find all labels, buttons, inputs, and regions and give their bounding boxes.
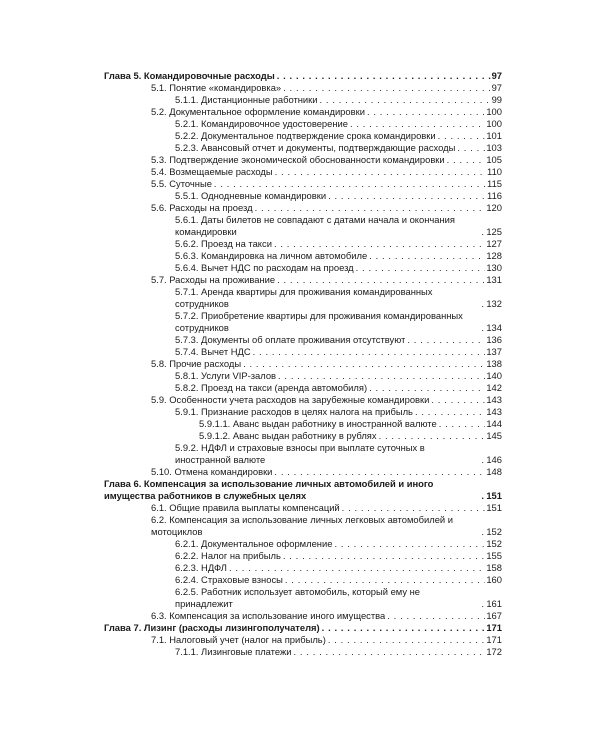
dot-leader	[365, 106, 485, 118]
dot-leader	[479, 226, 485, 238]
dot-leader	[348, 118, 485, 130]
toc-entry[interactable]	[104, 358, 502, 370]
dot-leader	[318, 94, 491, 106]
toc-entry-title: 6.2.5. Работник использует автомобиль, который ему не принадлежит	[175, 586, 421, 609]
toc-entry[interactable]	[104, 202, 502, 214]
dot-leader	[212, 178, 486, 190]
toc-entry[interactable]	[104, 130, 502, 142]
dot-leader	[275, 70, 491, 82]
toc-entry-title: 5.7. Расходы на проживание	[151, 274, 276, 285]
toc-entry-page: 146	[486, 454, 502, 465]
dot-leader	[413, 406, 485, 418]
toc-entry[interactable]	[104, 550, 502, 562]
dot-leader	[436, 130, 486, 142]
dot-leader	[272, 466, 485, 478]
toc-entry-page: 151	[486, 502, 502, 513]
toc-entry-page: 143	[486, 394, 502, 405]
toc-entry[interactable]	[104, 178, 502, 190]
dot-leader	[276, 370, 485, 382]
toc-entry-title: Глава 6. Компенсация за использование личных автомобилей и иного имущества работников в служебных целях	[104, 478, 434, 501]
toc-entry-page: 143	[486, 406, 502, 417]
toc-entry[interactable]	[104, 502, 502, 514]
toc-entry[interactable]	[104, 574, 502, 586]
toc-entry[interactable]	[104, 466, 502, 478]
toc-entry-title: 5.8.2. Проезд на такси (аренда автомобиля)	[175, 382, 368, 393]
dot-leader	[320, 622, 486, 634]
toc-entry-page: 137	[486, 346, 502, 357]
toc-entry-page: 151	[486, 490, 502, 501]
toc-entry-title: 5.6. Расходы на проезд	[151, 202, 253, 213]
dot-leader	[479, 322, 485, 334]
toc-entry-title: 5.9.1.1. Аванс выдан работнику в иностранной валюте	[199, 418, 437, 429]
toc-entry-page: 142	[486, 382, 502, 393]
toc-entry-page: 116	[487, 190, 502, 201]
toc-entry-title: 5.2.3. Авансовый отчет и документы, подтверждающие расходы	[175, 142, 456, 153]
toc-entry-page: 105	[486, 154, 502, 165]
toc-entry-title: 5.3. Подтверждение экономической обоснованности командировки	[151, 154, 445, 165]
toc-entry[interactable]	[104, 214, 502, 238]
toc-entry-title: 6.2.1. Документальное оформление	[175, 538, 333, 549]
toc-entry[interactable]	[104, 334, 502, 346]
toc-entry[interactable]	[104, 634, 502, 646]
toc-entry[interactable]	[104, 82, 502, 94]
dot-leader	[429, 394, 485, 406]
dot-leader	[385, 610, 485, 622]
toc-entry[interactable]	[104, 370, 502, 382]
toc-entry-title: 7.1.1. Лизинговые платежи	[175, 646, 292, 657]
toc-entry-page: 167	[486, 610, 502, 621]
dot-leader	[253, 202, 486, 214]
toc-entry[interactable]	[104, 610, 502, 622]
dot-leader	[340, 502, 486, 514]
toc-entry-title: 5.7.2. Приобретение квартиры для проживания командированных сотрудников	[175, 310, 463, 333]
toc-entry-title: 6.2.2. Налог на прибыль	[175, 550, 281, 561]
dot-leader	[455, 142, 485, 154]
toc-entry-title: 5.8. Прочие расходы	[151, 358, 242, 369]
toc-entry-title: 5.6.4. Вычет НДС по расходам на проезд	[175, 262, 354, 273]
toc-entry-title: Глава 7. Лизинг (расходы лизингополучателя)	[104, 622, 320, 633]
toc-entry-title: 5.8.1. Услуги VIP-залов	[175, 370, 277, 381]
toc-entry-page: 145	[486, 430, 502, 441]
toc-entry[interactable]	[104, 190, 502, 202]
toc-entry[interactable]	[104, 382, 502, 394]
toc-entry[interactable]	[104, 274, 502, 286]
dot-leader	[479, 490, 485, 502]
dot-leader	[479, 298, 485, 310]
dot-leader	[437, 418, 486, 430]
toc-entry-title: 7.1. Налоговый учет (налог на прибыль)	[151, 634, 326, 645]
toc-entry-title: 5.1. Понятие «командировка»	[151, 82, 282, 93]
toc-entry-page: 161	[486, 598, 502, 609]
dot-leader	[332, 538, 485, 550]
toc-entry[interactable]	[104, 250, 502, 262]
dot-leader	[377, 430, 486, 442]
toc-entry[interactable]	[104, 646, 502, 658]
toc-entry[interactable]	[104, 538, 502, 550]
toc-entry-page: 99	[491, 94, 502, 105]
toc-entry-page: 127	[486, 238, 502, 249]
toc-entry[interactable]	[104, 406, 502, 418]
toc-entry-page: 148	[486, 466, 502, 477]
toc-entry[interactable]	[104, 394, 502, 406]
toc-entry[interactable]	[104, 94, 502, 106]
toc-entry[interactable]	[104, 310, 502, 334]
toc-entry-title: 5.2. Документальное оформление командировки	[151, 106, 365, 117]
toc-entry[interactable]	[104, 562, 502, 574]
toc-entry-page: 136	[486, 334, 502, 345]
toc-entry[interactable]	[104, 238, 502, 250]
toc-entry-title: 5.2.1. Командировочное удостоверение	[175, 118, 348, 129]
toc-entry-title: 5.9.1.2. Аванс выдан работнику в рублях	[199, 430, 377, 441]
toc-entry[interactable]	[104, 118, 502, 130]
dot-leader	[281, 550, 485, 562]
dot-leader	[326, 634, 486, 646]
dot-leader	[326, 190, 486, 202]
toc-entry-page: 160	[486, 574, 502, 585]
dot-leader	[479, 526, 485, 538]
toc-entry-page: 128	[486, 250, 502, 261]
toc-entry[interactable]	[104, 418, 502, 430]
toc-entry-page: 101	[486, 130, 502, 141]
toc-entry[interactable]	[104, 430, 502, 442]
toc-entry-page: 144	[486, 418, 502, 429]
toc-entry-page: 125	[486, 226, 502, 237]
toc-entry[interactable]	[104, 286, 502, 310]
toc-entry-page: 131	[486, 274, 502, 285]
toc-entry-page: 103	[486, 142, 502, 153]
toc-entry-page: 155	[486, 550, 502, 561]
toc-entry[interactable]	[104, 514, 502, 538]
toc-entry-page: 172	[486, 646, 502, 657]
dot-leader	[445, 154, 486, 166]
toc-entry-page: 100	[486, 106, 502, 117]
dot-leader	[367, 250, 485, 262]
toc-entry-page: 152	[486, 538, 502, 549]
toc-entry-page: 171	[486, 622, 502, 633]
toc-entry-title: 5.6.2. Проезд на такси	[175, 238, 272, 249]
toc-entry-title: 5.5. Суточные	[151, 178, 212, 189]
toc-entry[interactable]	[104, 586, 502, 610]
toc-entry-title: 5.1.1. Дистанционные работники	[175, 94, 318, 105]
toc-entry-title: 5.6.3. Командировка на личном автомобиле	[175, 250, 368, 261]
dot-leader	[283, 574, 485, 586]
dot-leader	[272, 238, 485, 250]
toc-entry-title: 6.2. Компенсация за использование личных легковых автомобилей и мотоциклов	[151, 514, 453, 537]
dot-leader	[479, 454, 485, 466]
toc-entry-page: 171	[486, 634, 502, 645]
toc-entry[interactable]	[104, 106, 502, 118]
toc-entry-title: 5.9.1. Признание расходов в целях налога на прибыль	[175, 406, 413, 417]
toc-entry-title: 5.9. Особенности учета расходов на зарубежные командировки	[151, 394, 430, 405]
toc-entry-title: Глава 5. Командировочные расходы	[104, 70, 275, 81]
toc-entry-title: 5.5.1. Однодневные командировки	[175, 190, 327, 201]
dot-leader	[273, 166, 486, 178]
toc-entry-title: 5.4. Возмещаемые расходы	[151, 166, 273, 177]
toc-entry-page: 115	[487, 178, 502, 189]
dot-leader	[354, 262, 486, 274]
toc-entry-page: 120	[486, 202, 502, 213]
dot-leader	[281, 82, 490, 94]
toc-entry[interactable]	[104, 142, 502, 154]
toc-entry-title: 6.1. Общие правила выплаты компенсаций	[151, 502, 340, 513]
dot-leader	[367, 382, 485, 394]
dot-leader	[241, 358, 485, 370]
toc-entry-title: 6.2.4. Страховые взносы	[175, 574, 283, 585]
table-of-contents	[104, 70, 502, 658]
toc-entry[interactable]	[104, 70, 502, 82]
toc-entry-title: 5.7.3. Документы об оплате проживания отсутствуют	[175, 334, 406, 345]
dot-leader	[292, 646, 486, 658]
dot-leader	[405, 334, 485, 346]
toc-entry-page: 110	[487, 166, 502, 177]
toc-entry-page: 138	[486, 358, 502, 369]
toc-entry-title: 5.6.1. Даты билетов не совпадают с датами начала и окончания командировки	[175, 214, 455, 237]
toc-entry-title: 5.10. Отмена командировки	[151, 466, 273, 477]
dot-leader	[479, 598, 485, 610]
toc-entry-page: 97	[491, 70, 502, 81]
toc-entry-title: 6.3. Компенсация за использование иного имущества	[151, 610, 386, 621]
toc-entry[interactable]	[104, 262, 502, 274]
toc-entry[interactable]	[104, 346, 502, 358]
toc-entry-page: 134	[486, 322, 502, 333]
toc-entry-title: 5.7.1. Аренда квартиры для проживания командированных сотрудников	[175, 286, 433, 309]
toc-entry[interactable]	[104, 622, 502, 634]
toc-entry-page: 130	[486, 262, 502, 273]
toc-entry-title: 6.2.3. НДФЛ	[175, 562, 227, 573]
toc-entry[interactable]	[104, 442, 502, 466]
toc-entry-page: 97	[491, 82, 502, 93]
toc-entry-page: 152	[486, 526, 502, 537]
toc-entry-page: 140	[486, 370, 502, 381]
toc-entry-title: 5.7.4. Вычет НДС	[175, 346, 251, 357]
dot-leader	[251, 346, 486, 358]
toc-entry-page: 100	[486, 118, 502, 129]
toc-entry[interactable]	[104, 166, 502, 178]
toc-entry-title: 5.2.2. Документальное подтверждение срока командировки	[175, 130, 436, 141]
toc-entry-title: 5.9.2. НДФЛ и страховые взносы при выплате суточных в иностранной валюте	[175, 442, 425, 465]
toc-entry-page: 158	[486, 562, 502, 573]
dot-leader	[275, 274, 485, 286]
toc-entry[interactable]	[104, 154, 502, 166]
toc-entry-page: 132	[486, 298, 502, 309]
dot-leader	[227, 562, 485, 574]
toc-entry[interactable]	[104, 478, 502, 502]
